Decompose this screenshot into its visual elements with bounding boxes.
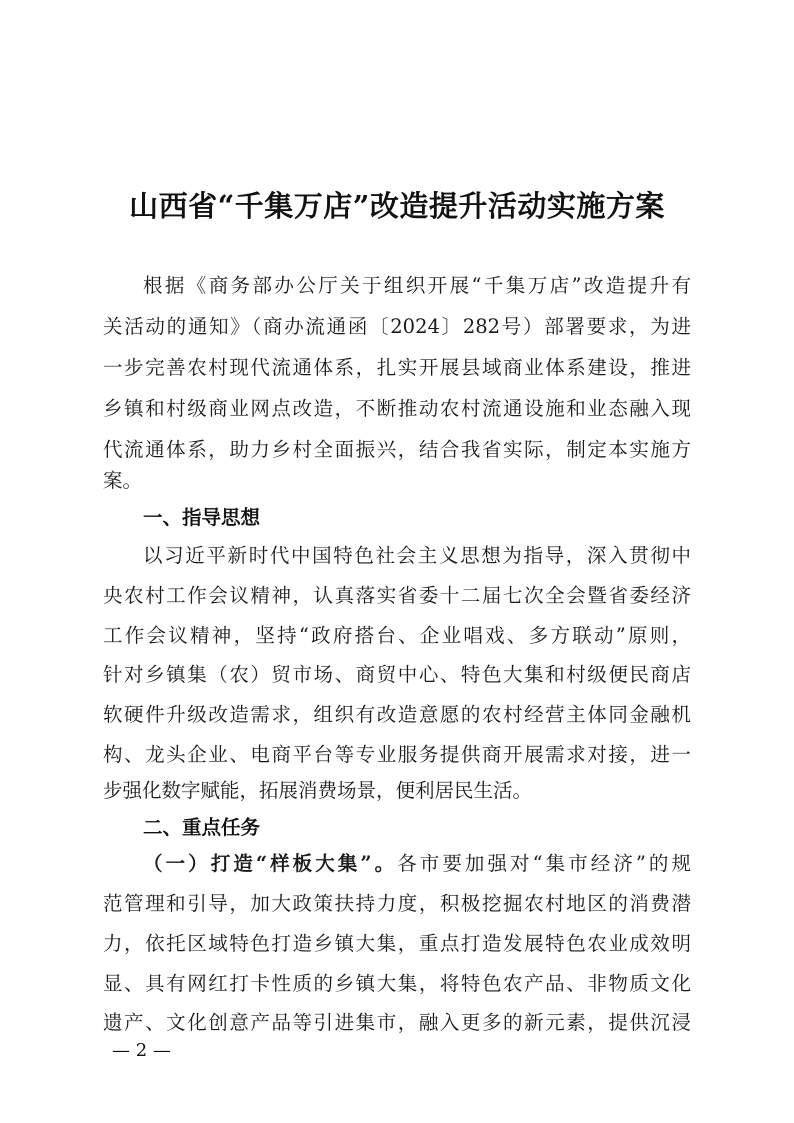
section2-line-5: 遗产、文化创意产品等引进集市，融入更多的新元素，提供沉浸 — [103, 1011, 691, 1034]
section2-line-3: 力，依托区域特色打造乡镇大集，重点打造发展特色农业成效明 — [103, 932, 691, 955]
section1-line-6: 构、龙头企业、电商平台等专业服务提供商开展需求对接，进一 — [103, 743, 691, 766]
intro-line-5: 代流通体系，助力乡村全面振兴，结合我省实际，制定本实施方 — [103, 438, 691, 461]
intro-line-3: 一步完善农村现代流通体系，扎实开展县域商业体系建设，推进 — [103, 356, 691, 379]
section1-line-4: 针对乡镇集（农）贸市场、商贸中心、特色大集和村级便民商店 — [103, 663, 691, 686]
section2-line-2: 范管理和引导，加大政策扶持力度，积极挖掘农村地区的消费潜 — [103, 892, 691, 915]
section1-line-2: 央农村工作会议精神，认真落实省委十二届七次全会暨省委经济 — [103, 584, 691, 607]
task-item-label: （一）打造“样板大集”。 — [143, 852, 398, 875]
section-heading-guiding-ideology: 一、指导思想 — [143, 506, 261, 529]
intro-line-1: 根据《商务部办公厅关于组织开展“千集万店”改造提升有 — [143, 274, 691, 297]
section1-line-1: 以习近平新时代中国特色社会主义思想为指导，深入贯彻中 — [143, 544, 691, 567]
intro-line-6: 案。 — [103, 469, 143, 492]
document-title: 山西省“千集万店”改造提升活动实施方案 — [129, 189, 665, 223]
section-heading-key-tasks: 二、重点任务 — [143, 816, 261, 839]
task-item-text: 各市要加强对“集市经济”的规 — [397, 852, 691, 875]
intro-line-4: 乡镇和村级商业网点改造，不断推动农村流通设施和业态融入现 — [103, 397, 691, 420]
section1-line-5: 软硬件升级改造需求，组织有改造意愿的农村经营主体同金融机 — [103, 703, 691, 726]
intro-line-2: 关活动的通知》（商办流通函〔2024〕282号）部署要求，为进 — [103, 315, 691, 338]
section1-line-7: 步强化数字赋能，拓展消费场景，便利居民生活。 — [103, 779, 533, 802]
section2-line-4: 显、具有网红打卡性质的乡镇大集，将特色农产品、非物质文化 — [103, 972, 691, 995]
section2-line-1 — [103, 848, 691, 880]
section1-line-3: 工作会议精神，坚持“政府搭台、企业唱戏、多方联动”原则， — [103, 624, 691, 647]
page-number: — 2 — — [112, 1040, 171, 1061]
